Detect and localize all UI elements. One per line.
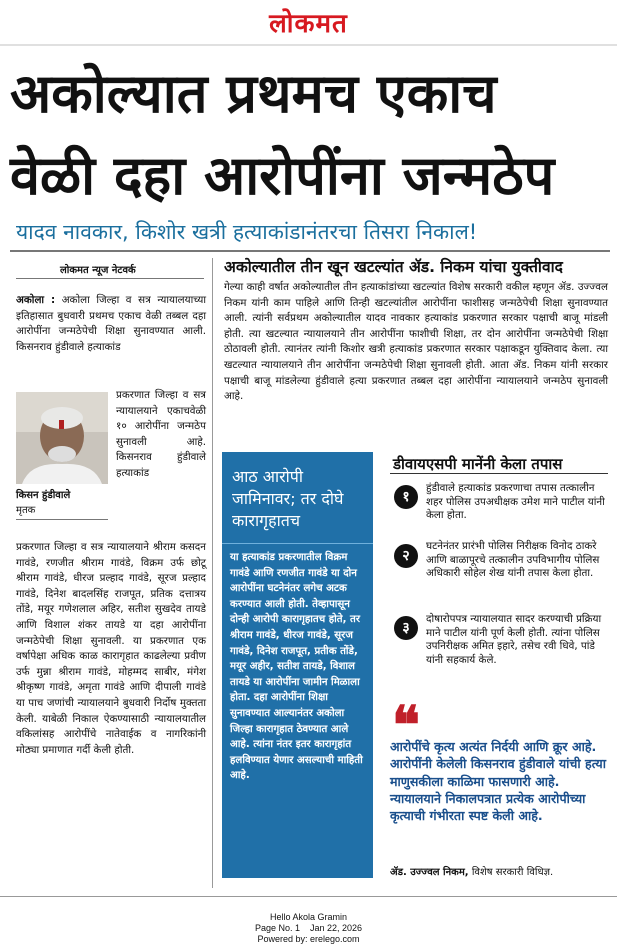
item-number-badge: ३	[394, 616, 418, 640]
masthead-rule	[0, 44, 617, 46]
sidebar-box-title: आठ आरोपी जामिनावर; तर दोघे कारागृहातच	[232, 467, 344, 530]
subheadline: यादव नावकार, किशोर खत्री हत्याकांडानंतरचा तिसरा निकाल!	[16, 220, 478, 244]
byline: लोकमत न्यूज नेटवर्क	[60, 265, 136, 276]
headline-line-2: वेळी दहा आरोपींना जन्मठेप	[10, 144, 555, 207]
quote-role: विशेष सरकारी विधिज्ञ.	[471, 867, 554, 878]
portrait-image	[16, 392, 108, 484]
sidebar-box	[222, 452, 373, 878]
sidebar-box-rule	[222, 543, 373, 544]
byline-rule	[16, 278, 204, 279]
left-intro	[16, 293, 206, 355]
headline-line-1: अकोल्यात प्रथमच एकाच	[10, 62, 497, 125]
quote-attribution	[390, 864, 553, 878]
investigation-item: दोषारोपपत्र न्यायालयात सादर करण्याची प्रक्रिया माने पाटील यांनी पूर्ण केली होती. त्यांना पोलिस उपनिरीक्षक अमित इहारे, तसेच रवी धिवे, पांडे यांनी सहकार्य केले.	[426, 613, 602, 666]
investigation-rule	[390, 473, 608, 474]
footer-page-date: Page No. 1 Jan 22, 2026	[254, 923, 363, 933]
footer-rule	[0, 896, 617, 897]
footer-edition: Hello Akola Gramin	[269, 912, 348, 922]
victim-photo	[16, 392, 108, 484]
photo-caption-role: मृतक	[16, 505, 36, 516]
dateline: अकोला :	[16, 294, 56, 306]
photo-caption	[16, 488, 108, 518]
right-story-heading: अकोल्यातील तीन खून खटल्यांत ॲड. निकम यांचा युक्तीवाद	[224, 258, 563, 276]
item-number-badge: २	[394, 544, 418, 568]
investigation-item: हुंडीवाले हत्याकांड प्रकरणाचा तपास तत्कालीन शहर पोलिस उपअधीक्षक उमेश माने पाटील यांनी केला होता.	[426, 482, 605, 522]
right-story-body: गेल्या काही वर्षात अकोल्यातील तीन हत्याकांडांच्या खटल्यांत विशेष सरकारी वकील म्हणून ॲड. उज्ज्वल निकम यांनी काम पाहिले आणि तिन्ही खटल्यांतील आरोपींना फाशीसह जन्मठेपेची शिक्षा सुनावण्यात आली. त्यांनी सर्वप्रथम अकोल्यातील यादव नावकार हत्याकांड प्रकरणात सरकार पक्षाची बाजू मांडली होती. त्या खटल्यात न्यायालयाने तीन आरोपींना फाशीची शिक्षा, तर दोन आरोपींना जन्मठेपेची शिक्षा ठोठावली होती. त्यानंतर त्यांनी किशोर खत्री हत्याकांड प्रकरणात सरकार पक्षाकडून युक्तिवाद केला. त्या खटल्यात न्यायालयाने तीन आरोपींना जन्मठेपेची शिक्षा सुनावली होती. आता ॲड. निकम यांनी सरकार पक्षाची बाजू मांडलेल्या हुंडीवाले हत्या प्रकरणात तब्बल दहा आरोपींना न्यायालयाने जन्मठेप सुनावली आहे.	[224, 281, 608, 403]
caption-rule	[16, 519, 108, 520]
investigation-item: घटनेनंतर प्रारंभी पोलिस निरीक्षक विनोद ठाकरे आणि बाळापूरचे तत्कालीन उपविभागीय पोलिस अधिकारी सोहेल शेख यांनी तपास केला होता.	[426, 540, 600, 580]
investigation-heading: डीवायएसपी मानेंनी केला तपास	[393, 455, 563, 473]
left-wrap-text: प्रकरणात जिल्हा व सत्र न्यायालयाने एकाचवेळी १० आरोपींना जन्मठेप सुनावली आहे. किसनराव हुंडीवाले हत्याकांड	[116, 389, 206, 479]
masthead	[0, 0, 617, 46]
left-body: प्रकरणात जिल्हा व सत्र न्यायालयाने श्रीराम कसदन गावंडे, रणजीत श्रीराम गावंडे, विक्रम उर्फ छोटू श्रीराम गावंडे, धीरज प्रल्हाद गावंडे, सूरज प्रल्हाद गावंडे, दिनेश बादलसिंह राजपूत, प्रतिक दत्तात्रय तोंडे, मयूर गणेशलाल अहिर, सतीश सुखदेव तायडे आणि विशाल शंकर तायडे या दहा आरोपींना जन्मठेपेची शिक्षा सुनावली. या प्रकरणात एक वर्षापेक्षा अधिक काळ कारागृहात काढलेल्या प्रवीण उर्फ मुन्ना श्रीराम गावंडे, मोहम्मद साबीर, मंगेश श्रीकृष्ण गावंडे, अमृता गावंडे आणि दीपाली गावंडे या पाच जणांची न्यायालयाने बुधवारी निर्दोष मुक्तता केली. याबेळी निकाल ऐकण्यासाठी न्यायालयातील वकिलांसह आरोपींचे नातेवाईक व नागरिकांनी मोठ्या प्रमाणात गर्दी केली होती.	[16, 541, 206, 756]
pull-quote: आरोपींचे कृत्य अत्यंत निर्दयी आणि क्रूर आहे. आरोपींनी केलेली किसनराव हुंडीवाले यांची हत्या माणुसकीला काळिमा फासणारी आहे. न्यायालयाने निकालपत्रात प्रत्येक आरोपीच्या कृत्याची गंभीरता स्पष्ट केली आहे.	[390, 739, 606, 824]
quote-mark-icon: ❝	[392, 695, 420, 756]
quote-author: ॲड. उज्ज्वल निकम,	[390, 867, 469, 878]
sidebar-box-body: या हत्याकांड प्रकरणातील विक्रम गावंडे आणि रणजीत गावंडे या दोन आरोपींना घटनेनंतर लगेच अटक करण्यात आली होती. तेव्हापासून दोन्ही आरोपी कारागृहातच होते, तर श्रीराम गावंडे, धीरज गावंडे, सूरज गावंडे, दिनेश राजपूत, प्रतीक तोंडे, मयूर अहीर, सतीश तायडे, विशाल तायडे या आरोपींना जामीन मिळाला होता. दहा आरोपींना शिक्षा सुनावण्यात आल्यानंतर अकोला जिल्हा कारागृहात ठेवण्यात आले आहे. त्यांना नंतर इतर कारागृहांत हलविण्यात येणार असल्याची माहिती आहे.	[230, 552, 363, 782]
divider	[10, 250, 610, 252]
footer-powered-by[interactable]: Powered by: erelego.com	[257, 934, 360, 944]
intro-text: अकोला जिल्हा व सत्र न्यायालयाच्या इतिहासात बुधवारी प्रथमच एकाच वेळी तब्बल दहा आरोपींना जन्मठेपेची शिक्षा सुनावण्यात आली. किसनराव हुंडीवाले हत्याकांड	[16, 294, 206, 353]
column-rule	[212, 258, 213, 888]
lokmat-logo[interactable]: लोकमत	[269, 9, 348, 39]
item-number-badge: १	[394, 485, 418, 509]
photo-caption-name: किसन हुंडीवाले	[16, 490, 71, 501]
